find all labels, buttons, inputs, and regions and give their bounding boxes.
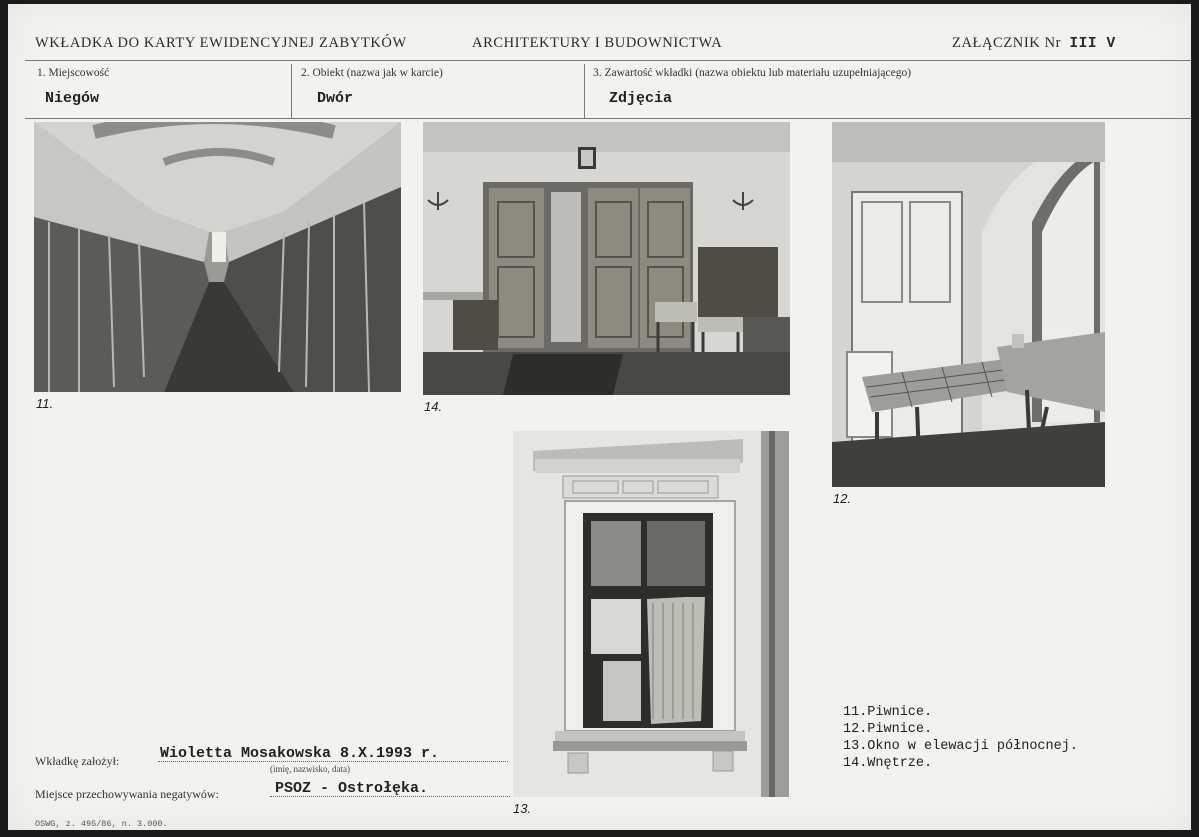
field-underline-3 — [584, 118, 1191, 119]
field-value-content: Zdjęcia — [609, 90, 673, 107]
top-rule — [25, 60, 1191, 61]
header-title: WKŁADKA DO KARTY EWIDENCYJNEJ ZABYTKÓW — [35, 35, 407, 51]
record-sheet — [8, 4, 1191, 830]
author-value: Wioletta Mosakowska 8.X.1993 r. — [160, 745, 440, 762]
header-annex: ZAŁĄCZNIK Nr III V — [952, 35, 1116, 52]
caption-item: 14.Wnętrze. — [843, 756, 933, 771]
caption-item: 12.Piwnice. — [843, 722, 933, 737]
field-label-object: 2. Obiekt (nazwa jak w karcie) — [301, 67, 443, 79]
author-hint: (imię, nazwisko, data) — [270, 764, 350, 774]
header-category: ARCHITEKTURY I BUDOWNICTWA — [472, 35, 723, 51]
field-label-locality: 1. Miejscowość — [37, 67, 110, 79]
photo-interior — [423, 122, 790, 395]
photo-number-window: 13. — [513, 801, 532, 816]
photo-number-interior: 14. — [424, 399, 443, 414]
author-dotline — [158, 761, 508, 762]
photo-corridor — [34, 122, 401, 392]
field-divider-1 — [291, 64, 292, 118]
photo-window — [513, 431, 789, 797]
field-underline-2 — [291, 118, 585, 119]
caption-item: 11.Piwnice. — [843, 705, 933, 720]
field-value-locality: Niegów — [45, 90, 100, 107]
author-label: Wkładkę założył: — [35, 754, 120, 768]
negatives-label: Miejsce przechowywania negatywów: — [35, 787, 219, 801]
captions-list — [843, 704, 1078, 772]
photo-cellar — [832, 122, 1105, 487]
caption-item: 13.Okno w elewacji północnej. — [843, 739, 1078, 754]
field-label-content: 3. Zawartość wkładki (nazwa obiektu lub materiału uzupełniającego) — [593, 67, 912, 79]
print-footer: OSWG, z. 495/86, n. 3.000. — [35, 819, 168, 829]
photo-number-corridor: 11. — [36, 396, 54, 411]
field-underline-1 — [25, 118, 291, 119]
negatives-value: PSOZ - Ostrołęka. — [275, 780, 429, 797]
field-divider-2 — [584, 64, 585, 118]
negatives-dotline — [270, 796, 510, 797]
photo-number-cellar: 12. — [833, 491, 852, 506]
field-value-object: Dwór — [317, 90, 354, 107]
